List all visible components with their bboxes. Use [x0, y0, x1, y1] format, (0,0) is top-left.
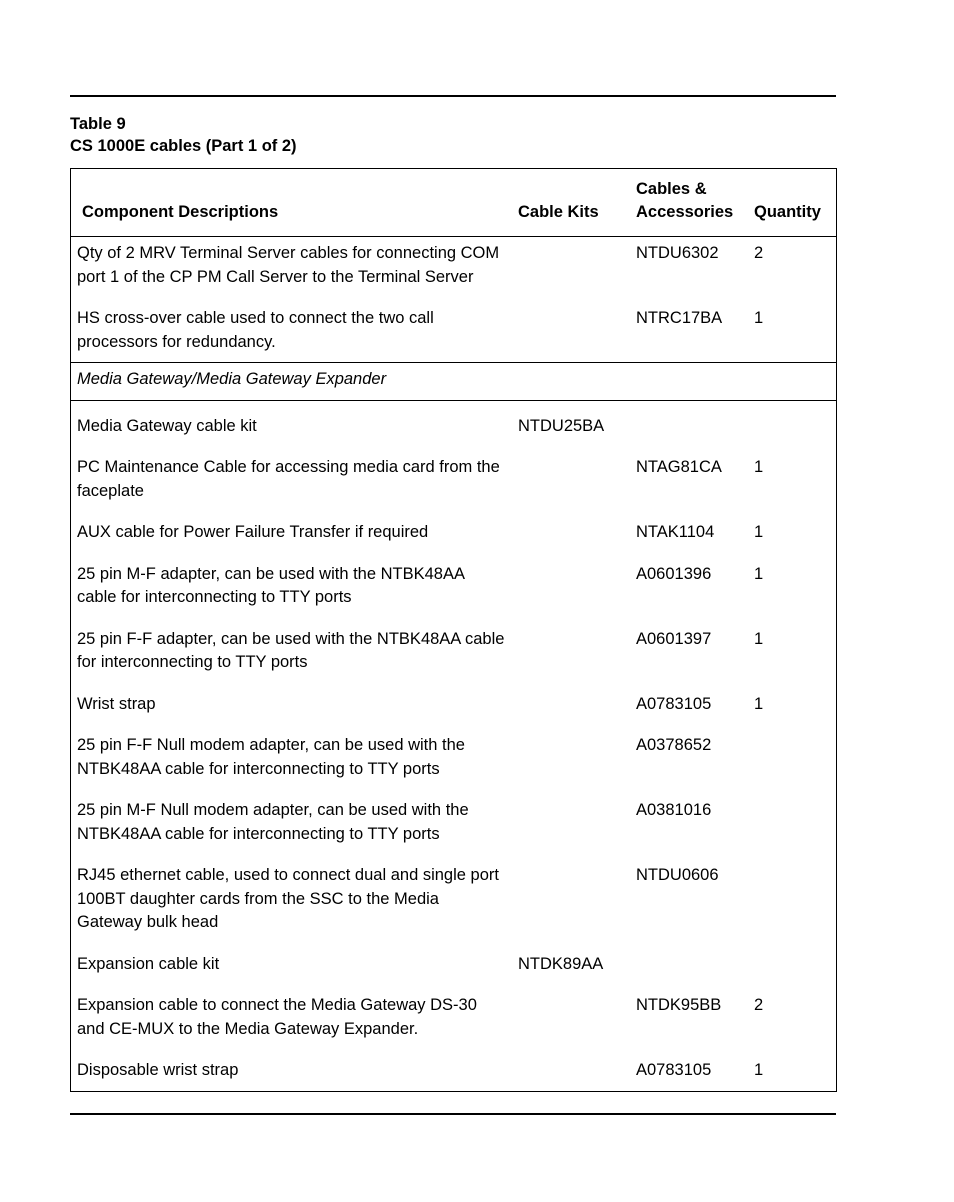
- cell-description: Qty of 2 MRV Terminal Server cables for connecting COM port 1 of the CP PM Call Server to the Terminal Server: [77, 244, 500, 286]
- header-cable-kits: Cable Kits: [518, 203, 599, 221]
- cell-part-number: NTRC17BA: [636, 309, 723, 327]
- table-row: [71, 679, 837, 721]
- cell-description: Disposable wrist strap: [77, 1061, 239, 1079]
- cell-quantity: [748, 785, 837, 850]
- cell-part-number: A0381016: [636, 801, 712, 819]
- table-row: [71, 939, 837, 981]
- cell-quantity: 1: [754, 523, 764, 541]
- cell-quantity: 1: [754, 458, 764, 476]
- cell-part-number: A0601396: [636, 564, 712, 583]
- table-number: Table 9: [70, 115, 126, 133]
- cell-cable-kit: NTDK89AA: [518, 954, 604, 973]
- cell-cable-kit: [512, 1045, 630, 1091]
- cell-description: 25 pin F-F Null modem adapter, can be used with the NTBK48AA cable for interconnecting to TTY ports: [77, 736, 465, 778]
- cell-quantity: 1: [754, 629, 764, 648]
- table-caption: [70, 113, 297, 157]
- cell-part-number: [630, 400, 748, 442]
- cell-cable-kit: [512, 549, 630, 614]
- cell-description: 25 pin F-F adapter, can be used with the NTBK48AA cable for interconnecting to TTY ports: [77, 629, 505, 671]
- section-title: Media Gateway/Media Gateway Expander: [71, 363, 837, 401]
- cell-description: RJ45 ethernet cable, used to connect dual and single port 100BT daughter cards from the SSC to the Media Gateway bulk head: [77, 866, 499, 931]
- cell-quantity: 2: [754, 996, 764, 1014]
- cell-part-number: A0783105: [636, 1061, 712, 1079]
- cell-part-number: A0783105: [636, 694, 712, 713]
- table-row: [71, 549, 837, 614]
- table-row: [71, 980, 837, 1045]
- cell-cable-kit: [512, 850, 630, 939]
- cell-part-number: NTDU6302: [636, 244, 719, 262]
- cell-description: 25 pin M-F Null modem adapter, can be used with the NTBK48AA cable for interconnecting to TTY ports: [77, 801, 469, 843]
- cell-description: Media Gateway cable kit: [77, 416, 257, 435]
- cell-quantity: [748, 720, 837, 785]
- cell-cable-kit: [512, 980, 630, 1045]
- header-cables-line2: Accessories: [636, 203, 734, 221]
- cables-table: [70, 168, 837, 1092]
- cell-part-number: NTDK95BB: [636, 996, 722, 1014]
- header-cables-line1: Cables &: [636, 180, 707, 198]
- cell-description: AUX cable for Power Failure Transfer if required: [77, 523, 429, 541]
- cell-quantity: [748, 939, 837, 981]
- cell-description: Expansion cable to connect the Media Gateway DS-30 and CE-MUX to the Media Gateway Expander.: [77, 996, 477, 1038]
- cell-cable-kit: [512, 614, 630, 679]
- cell-quantity: [748, 850, 837, 939]
- header-component-descriptions: Component Descriptions: [82, 203, 279, 221]
- table-row: [71, 720, 837, 785]
- cell-quantity: 1: [754, 1061, 764, 1079]
- cell-part-number: NTAG81CA: [636, 458, 722, 476]
- table-row: [71, 400, 837, 442]
- cell-cable-kit: [512, 442, 630, 507]
- bottom-rule: [70, 1113, 836, 1115]
- cell-part-number: A0378652: [636, 736, 712, 754]
- cell-description: HS cross-over cable used to connect the two call processors for redundancy.: [77, 309, 434, 351]
- table-row: [71, 237, 837, 294]
- cell-quantity: 1: [754, 694, 764, 713]
- cell-quantity: 2: [754, 244, 764, 262]
- table-row: [71, 507, 837, 549]
- cell-quantity: 1: [754, 564, 764, 583]
- cell-cable-kit: [512, 679, 630, 721]
- cell-description: PC Maintenance Cable for accessing media card from the faceplate: [77, 458, 500, 500]
- cell-cable-kit: [512, 507, 630, 549]
- cell-cable-kit: NTDU25BA: [518, 416, 605, 435]
- cell-description: Expansion cable kit: [77, 954, 220, 973]
- cell-quantity: 1: [754, 309, 764, 327]
- cell-cable-kit: [512, 237, 630, 294]
- header-cables-accessories: [630, 169, 748, 237]
- table-row: [71, 850, 837, 939]
- table-row: [71, 442, 837, 507]
- cell-part-number: NTDU0606: [636, 866, 719, 884]
- table-row: [71, 1045, 837, 1091]
- table-row: [71, 614, 837, 679]
- cell-part-number: NTAK1104: [636, 523, 715, 541]
- table-row: [71, 293, 837, 363]
- cell-cable-kit: [512, 720, 630, 785]
- cell-description: 25 pin M-F adapter, can be used with the NTBK48AA cable for interconnecting to TTY ports: [77, 564, 465, 606]
- top-rule: [70, 95, 836, 97]
- cell-cable-kit: [512, 293, 630, 363]
- table-row: [71, 785, 837, 850]
- section-row: [71, 363, 837, 401]
- cell-cable-kit: [512, 785, 630, 850]
- header-quantity: Quantity: [754, 203, 821, 221]
- table-title: CS 1000E cables (Part 1 of 2): [70, 137, 297, 155]
- cell-description: Wrist strap: [77, 694, 156, 713]
- cell-quantity: [748, 400, 837, 442]
- cell-part-number: [630, 939, 748, 981]
- table-header-row: [71, 169, 837, 237]
- cell-part-number: A0601397: [636, 629, 712, 648]
